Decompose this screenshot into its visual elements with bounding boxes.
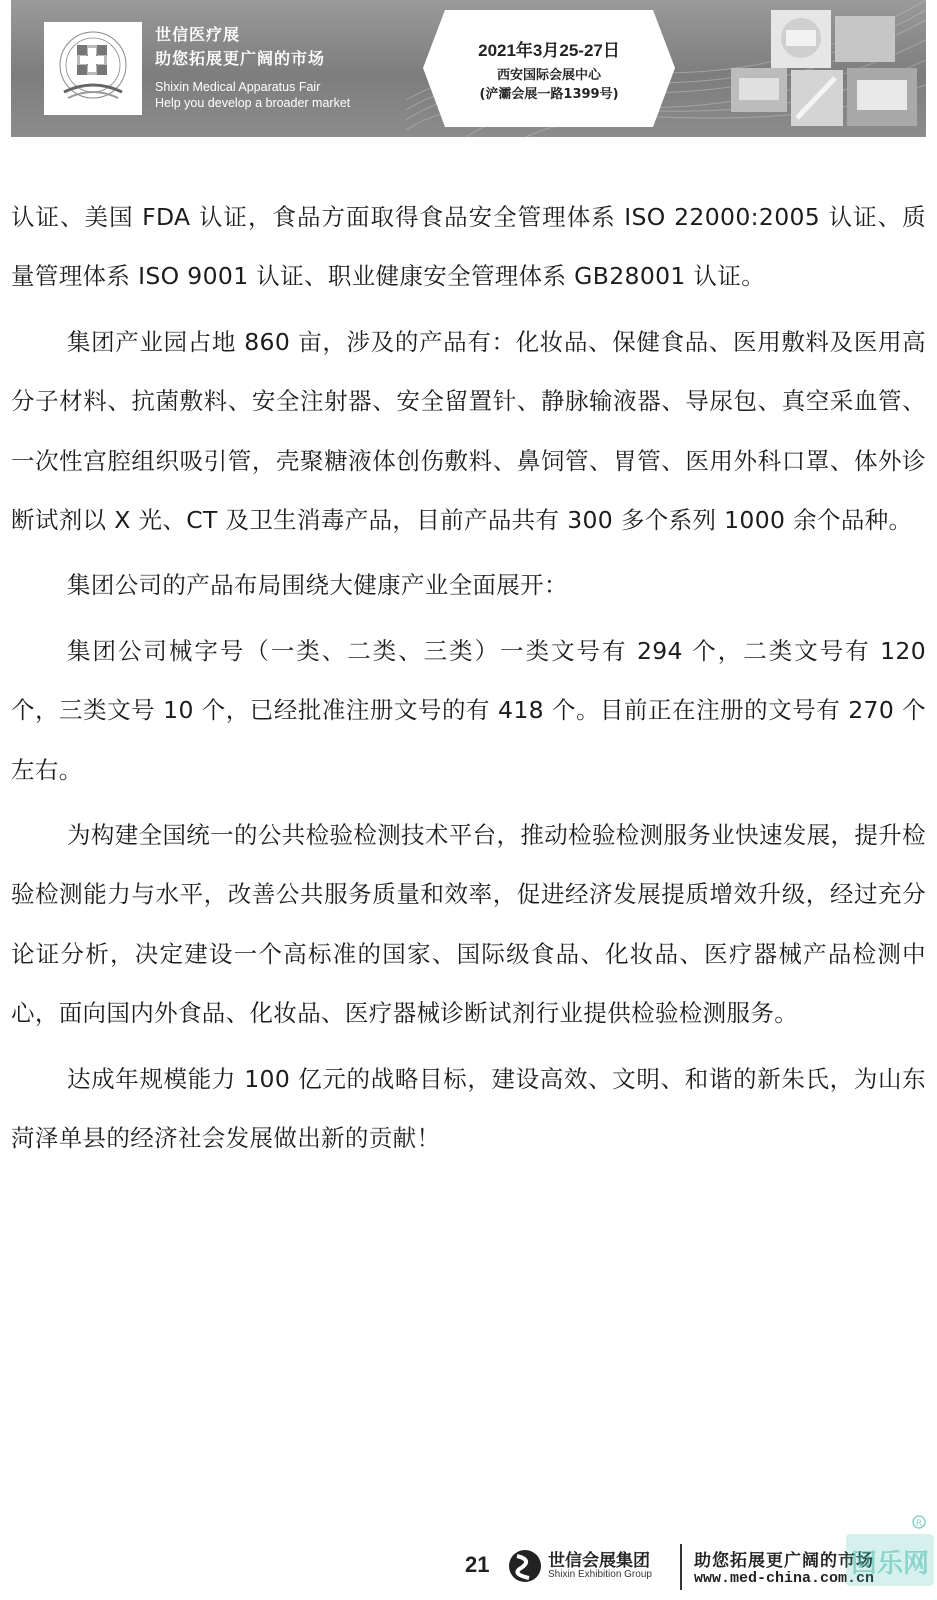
footer-org-name: 世信会展集团 [548, 1551, 650, 1571]
paragraph-registration-numbers: 集团公司械字号（一类、二类、三类）一类文号有 294 个，二类文号有 120 个，三类文号 10 个，已经批准注册文号的有 418 个。目前正在注册的文号有 270 个左右。 [11, 636, 926, 784]
page-number: 21 [465, 1552, 490, 1577]
paragraph-strategic-goal: 达成年规模能力 100 亿元的战略目标，建设高效、文明、和谐的新朱氏，为山东菏泽单县的经济社会发展做出新的贡献！ [11, 1064, 926, 1153]
footer-url: www.med-china.com.cn [694, 1570, 875, 1587]
footer-divider [680, 1544, 682, 1590]
banner-title-zh: 世信医疗展 [155, 25, 241, 44]
paragraph-certifications: 认证、美国 FDA 认证，食品方面取得食品安全管理体系 ISO 22000:2005 认证、质量管理体系 ISO 9001 认证、职业健康安全管理体系 GB28001 认证。 [11, 203, 926, 291]
footer-org-name-en: Shixin Exhibition Group [548, 1569, 652, 1580]
fair-logo-emblem-icon [44, 22, 142, 115]
event-venue: 西安国际会展中心 [496, 68, 601, 83]
event-info-hexagon [423, 10, 675, 127]
medical-device-collage-image [731, 8, 921, 130]
article-body [11, 188, 926, 1175]
banner-slogan-en: Help you develop a broader market [155, 96, 351, 110]
footer-slogan: 助您拓展更广阔的市场 [694, 1551, 874, 1571]
paragraph-testing-center: 为构建全国统一的公共检验检测技术平台，推动检验检测服务业快速发展，提升检验检测能力与水平，改善公共服务质量和效率，促进经济发展提质增效升级，经过充分论证分析，决定建设一个高标准的国家、国际级食品、化妆品、医疗器械产品检测中心，面向国内外食品、化妆品、医疗器械诊断试剂行业提供检验检测服务。 [11, 821, 926, 1028]
header-banner [11, 0, 926, 137]
event-address: (浐灞会展一路1399号) [479, 87, 619, 102]
event-date: 2021年3月25-27日 [478, 41, 620, 60]
banner-slogan-zh: 助您拓展更广阔的市场 [155, 49, 326, 68]
page-footer [0, 1512, 937, 1600]
group-logo-icon [507, 1546, 543, 1586]
watermark-logo-icon [844, 1512, 937, 1600]
paragraph-industrial-park: 集团产业园占地 860 亩，涉及的产品有：化妆品、保健食品、医用敷料及医用高分子材料、抗菌敷料、安全注射器、安全留置针、静脉输液器、导尿包、真空采血管、一次性宫腔组织吸引管，壳聚糖液体创伤敷料、鼻饲管、胃管、医用外科口罩、体外诊断试剂以 X 光、CT 及卫生消毒产品，目前产品共有 300 多个系列 1000 余个品种。 [11, 327, 926, 535]
watermark-text: 回乐网 [850, 1549, 930, 1579]
fair-logo [44, 22, 142, 115]
banner-title-en: Shixin Medical Apparatus Fair [155, 80, 321, 94]
svg-text:R: R [915, 1519, 923, 1529]
paragraph-product-layout: 集团公司的产品布局围绕大健康产业全面展开： [67, 571, 568, 600]
